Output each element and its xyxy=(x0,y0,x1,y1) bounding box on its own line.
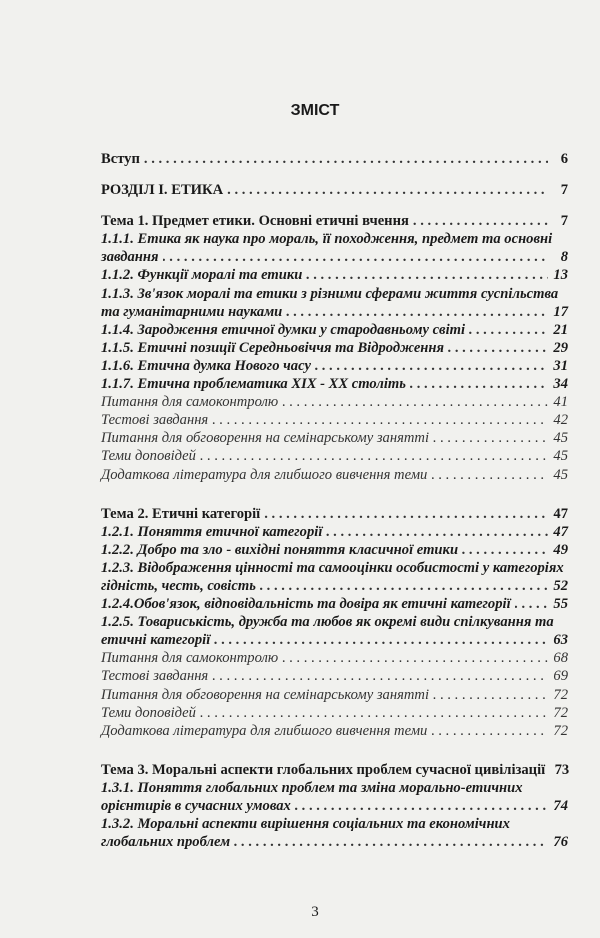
toc-entry-line xyxy=(101,505,568,523)
toc-entry xyxy=(101,722,568,740)
toc-entry-text: 1.1.4. Зародження етичної думки у стародавньому світі xyxy=(101,321,466,338)
dot-leader xyxy=(227,181,548,199)
dot-leader xyxy=(413,212,548,230)
toc-entry xyxy=(101,505,568,523)
toc-entry xyxy=(101,181,568,199)
toc-entry-line xyxy=(101,523,568,541)
dot-leader xyxy=(462,541,548,559)
toc-entry-text: 1.1.3. Зв'язок моралі та етики з різними сферами життя суспільства xyxy=(101,285,559,302)
toc-entry-text: Тема 1. Предмет етики. Основні етичні вчення xyxy=(101,213,409,230)
toc-entry xyxy=(101,429,568,447)
toc-entry xyxy=(101,649,568,667)
toc-entry-page: 13 xyxy=(553,267,568,284)
toc-entry xyxy=(101,321,568,339)
toc-entry-text: Додаткова література для глибшого вивчення теми xyxy=(101,722,428,739)
dot-leader xyxy=(163,248,549,266)
toc-entry-line xyxy=(101,649,568,667)
toc-entry xyxy=(101,523,568,541)
toc-entry-line xyxy=(101,429,568,447)
toc-entry-page: 68 xyxy=(553,650,568,667)
dot-leader xyxy=(448,339,548,357)
toc-entry-line xyxy=(101,393,568,411)
toc-entry-line xyxy=(101,722,568,740)
toc-entry-line xyxy=(101,686,568,704)
toc-entry-text: 1.1.6. Етична думка Нового часу xyxy=(101,357,311,374)
dot-leader xyxy=(200,447,548,465)
dot-leader xyxy=(410,375,548,393)
toc-entry-page: 47 xyxy=(553,505,568,522)
dot-leader xyxy=(212,411,548,429)
toc-entry-page: 52 xyxy=(553,577,568,594)
toc-entry-page: 63 xyxy=(553,632,568,649)
toc-entry-line xyxy=(101,212,568,230)
toc-entry xyxy=(101,150,568,168)
toc-entry xyxy=(101,667,568,685)
toc-entry-text: Тема 2. Етичні категорії xyxy=(101,505,261,522)
toc-entry-page: 45 xyxy=(553,430,568,447)
toc-entry-line xyxy=(101,339,568,357)
toc-entry-page: 7 xyxy=(560,182,568,199)
toc-entry-page: 21 xyxy=(553,321,568,338)
toc-entry-text: Теми доповідей xyxy=(101,704,196,721)
toc-entry-text: 1.3.2. Моральні аспекти вирішення соціальних та економічних xyxy=(101,816,510,833)
dot-leader xyxy=(315,357,548,375)
toc-entry-text: РОЗДІЛ І. ЕТИКА xyxy=(101,182,224,199)
toc-entry-text: 1.2.1. Поняття етичної категорії xyxy=(101,523,323,540)
toc-entry-line xyxy=(101,266,568,284)
toc-entry-page: 7 xyxy=(560,213,568,230)
dot-leader xyxy=(469,321,548,339)
toc-entry xyxy=(101,230,568,266)
dot-leader xyxy=(431,722,548,740)
toc-entry-text: Питання для обговорення на семінарському занятті xyxy=(101,430,430,447)
toc-entry-page: 8 xyxy=(560,249,568,266)
toc-entry-page: 76 xyxy=(553,834,568,851)
toc-entry-text: етичні категорії xyxy=(101,632,211,649)
dot-leader xyxy=(515,595,548,613)
toc-entry xyxy=(101,815,568,851)
toc-entry-line xyxy=(101,248,568,266)
toc-entry-text: Питання для самоконтролю xyxy=(101,650,279,667)
toc-title: ЗМІСТ xyxy=(290,102,340,119)
toc-entry-line xyxy=(101,667,568,685)
toc-entry-page: 45 xyxy=(553,466,568,483)
toc-entry xyxy=(101,704,568,722)
toc-entry-page: 45 xyxy=(553,448,568,465)
dot-leader xyxy=(212,667,548,685)
toc-entry-line xyxy=(101,797,568,815)
toc-entry-text: 1.2.2. Добро та зло - вихідні поняття класичної етики xyxy=(101,541,459,558)
dot-leader xyxy=(282,649,548,667)
toc-entry-page: 69 xyxy=(553,668,568,685)
toc-entry-page: 74 xyxy=(553,798,568,814)
dot-leader xyxy=(282,393,548,411)
dot-leader xyxy=(286,303,548,321)
toc-entry-line xyxy=(101,321,568,339)
toc-entry xyxy=(101,375,568,393)
toc-entry-text: 1.3.1. Поняття глобальних проблем та зміна морально-етичних xyxy=(101,779,523,796)
dot-leader xyxy=(260,577,548,595)
toc-entry xyxy=(101,541,568,559)
toc-entry-line xyxy=(101,447,568,465)
toc-entry-text: та гуманітарними науками xyxy=(101,303,283,320)
toc-entry-text: орієнтирів в сучасних умовах xyxy=(101,798,291,814)
dot-leader xyxy=(431,466,548,484)
toc-entry-line xyxy=(101,577,568,595)
toc-entry xyxy=(101,357,568,375)
toc-entry-text: 1.1.5. Етичні позиції Середньовіччя та Відродження xyxy=(101,339,445,356)
toc-entry xyxy=(101,779,568,815)
toc-entry xyxy=(101,466,568,484)
toc-entry xyxy=(101,686,568,704)
table-of-contents xyxy=(101,150,568,851)
toc-entry-line xyxy=(101,541,568,559)
toc-entry-text: Питання для самоконтролю xyxy=(101,394,279,411)
toc-entry-page: 6 xyxy=(560,151,568,167)
dot-leader xyxy=(200,704,548,722)
toc-entry-line xyxy=(101,181,568,199)
toc-entry xyxy=(101,447,568,465)
toc-entry-page: 41 xyxy=(553,394,568,411)
toc-entry-text: Вступ xyxy=(101,151,140,167)
toc-entry xyxy=(101,393,568,411)
toc-entry xyxy=(101,285,568,321)
toc-entry-line xyxy=(101,704,568,722)
toc-entry-text: завдання xyxy=(101,249,159,266)
toc-entry-line xyxy=(101,357,568,375)
toc-entry-text: Тестові завдання xyxy=(101,412,209,429)
toc-entry-page: 49 xyxy=(553,541,568,558)
toc-entry-line xyxy=(101,466,568,484)
toc-entry-text: 1.1.1. Етика як наука про мораль, її походження, предмет та основні xyxy=(101,231,553,248)
toc-entry-line xyxy=(101,150,568,168)
toc-entry xyxy=(101,761,568,779)
toc-entry xyxy=(101,212,568,230)
toc-entry-page: 29 xyxy=(553,339,568,356)
dot-leader xyxy=(234,833,548,851)
toc-entry-page: 47 xyxy=(553,523,568,540)
toc-entry-line xyxy=(101,833,568,851)
toc-entry-text: 1.2.4.Обов'язок, відповідальність та довіра як етичні категорії xyxy=(101,596,511,613)
toc-entry-text: Теми доповідей xyxy=(101,448,196,465)
toc-entry xyxy=(101,266,568,284)
toc-entry-text: 1.1.7. Етична проблематика XIX - XX століть xyxy=(101,376,406,393)
toc-entry-text: Питання для обговорення на семінарському занятті xyxy=(101,686,430,703)
toc-entry-text: Тема 3. Моральні аспекти глобальних проблем сучасної цивілізації xyxy=(101,761,546,778)
dot-leader xyxy=(264,505,548,523)
toc-entry-page: 17 xyxy=(553,303,568,320)
dot-leader xyxy=(433,429,548,447)
toc-entry-text: Додаткова література для глибшого вивчення теми xyxy=(101,466,428,483)
dot-leader xyxy=(144,150,548,168)
toc-entry xyxy=(101,613,568,649)
toc-entry-text: гідність, честь, совість xyxy=(101,577,256,594)
toc-entry-page: 72 xyxy=(553,722,568,739)
toc-entry xyxy=(101,411,568,429)
toc-entry-text: Тестові завдання xyxy=(101,668,209,685)
toc-entry-page: 72 xyxy=(553,704,568,721)
toc-entry xyxy=(101,339,568,357)
toc-entry-text: 1.2.5. Товариськість, дружба та любов як окремі види спілкування та xyxy=(101,614,554,631)
dot-leader xyxy=(433,686,548,704)
toc-entry-page: 31 xyxy=(553,357,568,374)
dot-leader xyxy=(306,266,548,284)
toc-entry-text: 1.1.2. Функції моралі та етики xyxy=(101,267,303,284)
dot-leader xyxy=(214,631,548,649)
toc-entry-page: 42 xyxy=(553,412,568,429)
toc-entry-line xyxy=(101,375,568,393)
toc-entry-page: 55 xyxy=(553,596,568,613)
toc-entry-line xyxy=(101,631,568,649)
dot-leader xyxy=(295,797,548,815)
toc-entry-line xyxy=(101,303,568,321)
toc-entry-page: 73 xyxy=(554,761,570,778)
toc-entry-text: глобальних проблем xyxy=(101,834,231,851)
toc-entry xyxy=(101,559,568,595)
toc-entry-text: 1.2.3. Відображення цінності та самооцінки особистості у категоріях xyxy=(101,559,564,576)
toc-entry-page: 34 xyxy=(553,376,568,393)
dot-leader xyxy=(326,523,548,541)
toc-entry-line xyxy=(101,761,568,779)
toc-entry-page: 72 xyxy=(553,686,568,703)
page-number: 3 xyxy=(311,904,319,920)
toc-entry xyxy=(101,595,568,613)
toc-entry-line xyxy=(101,411,568,429)
toc-entry-line xyxy=(101,595,568,613)
